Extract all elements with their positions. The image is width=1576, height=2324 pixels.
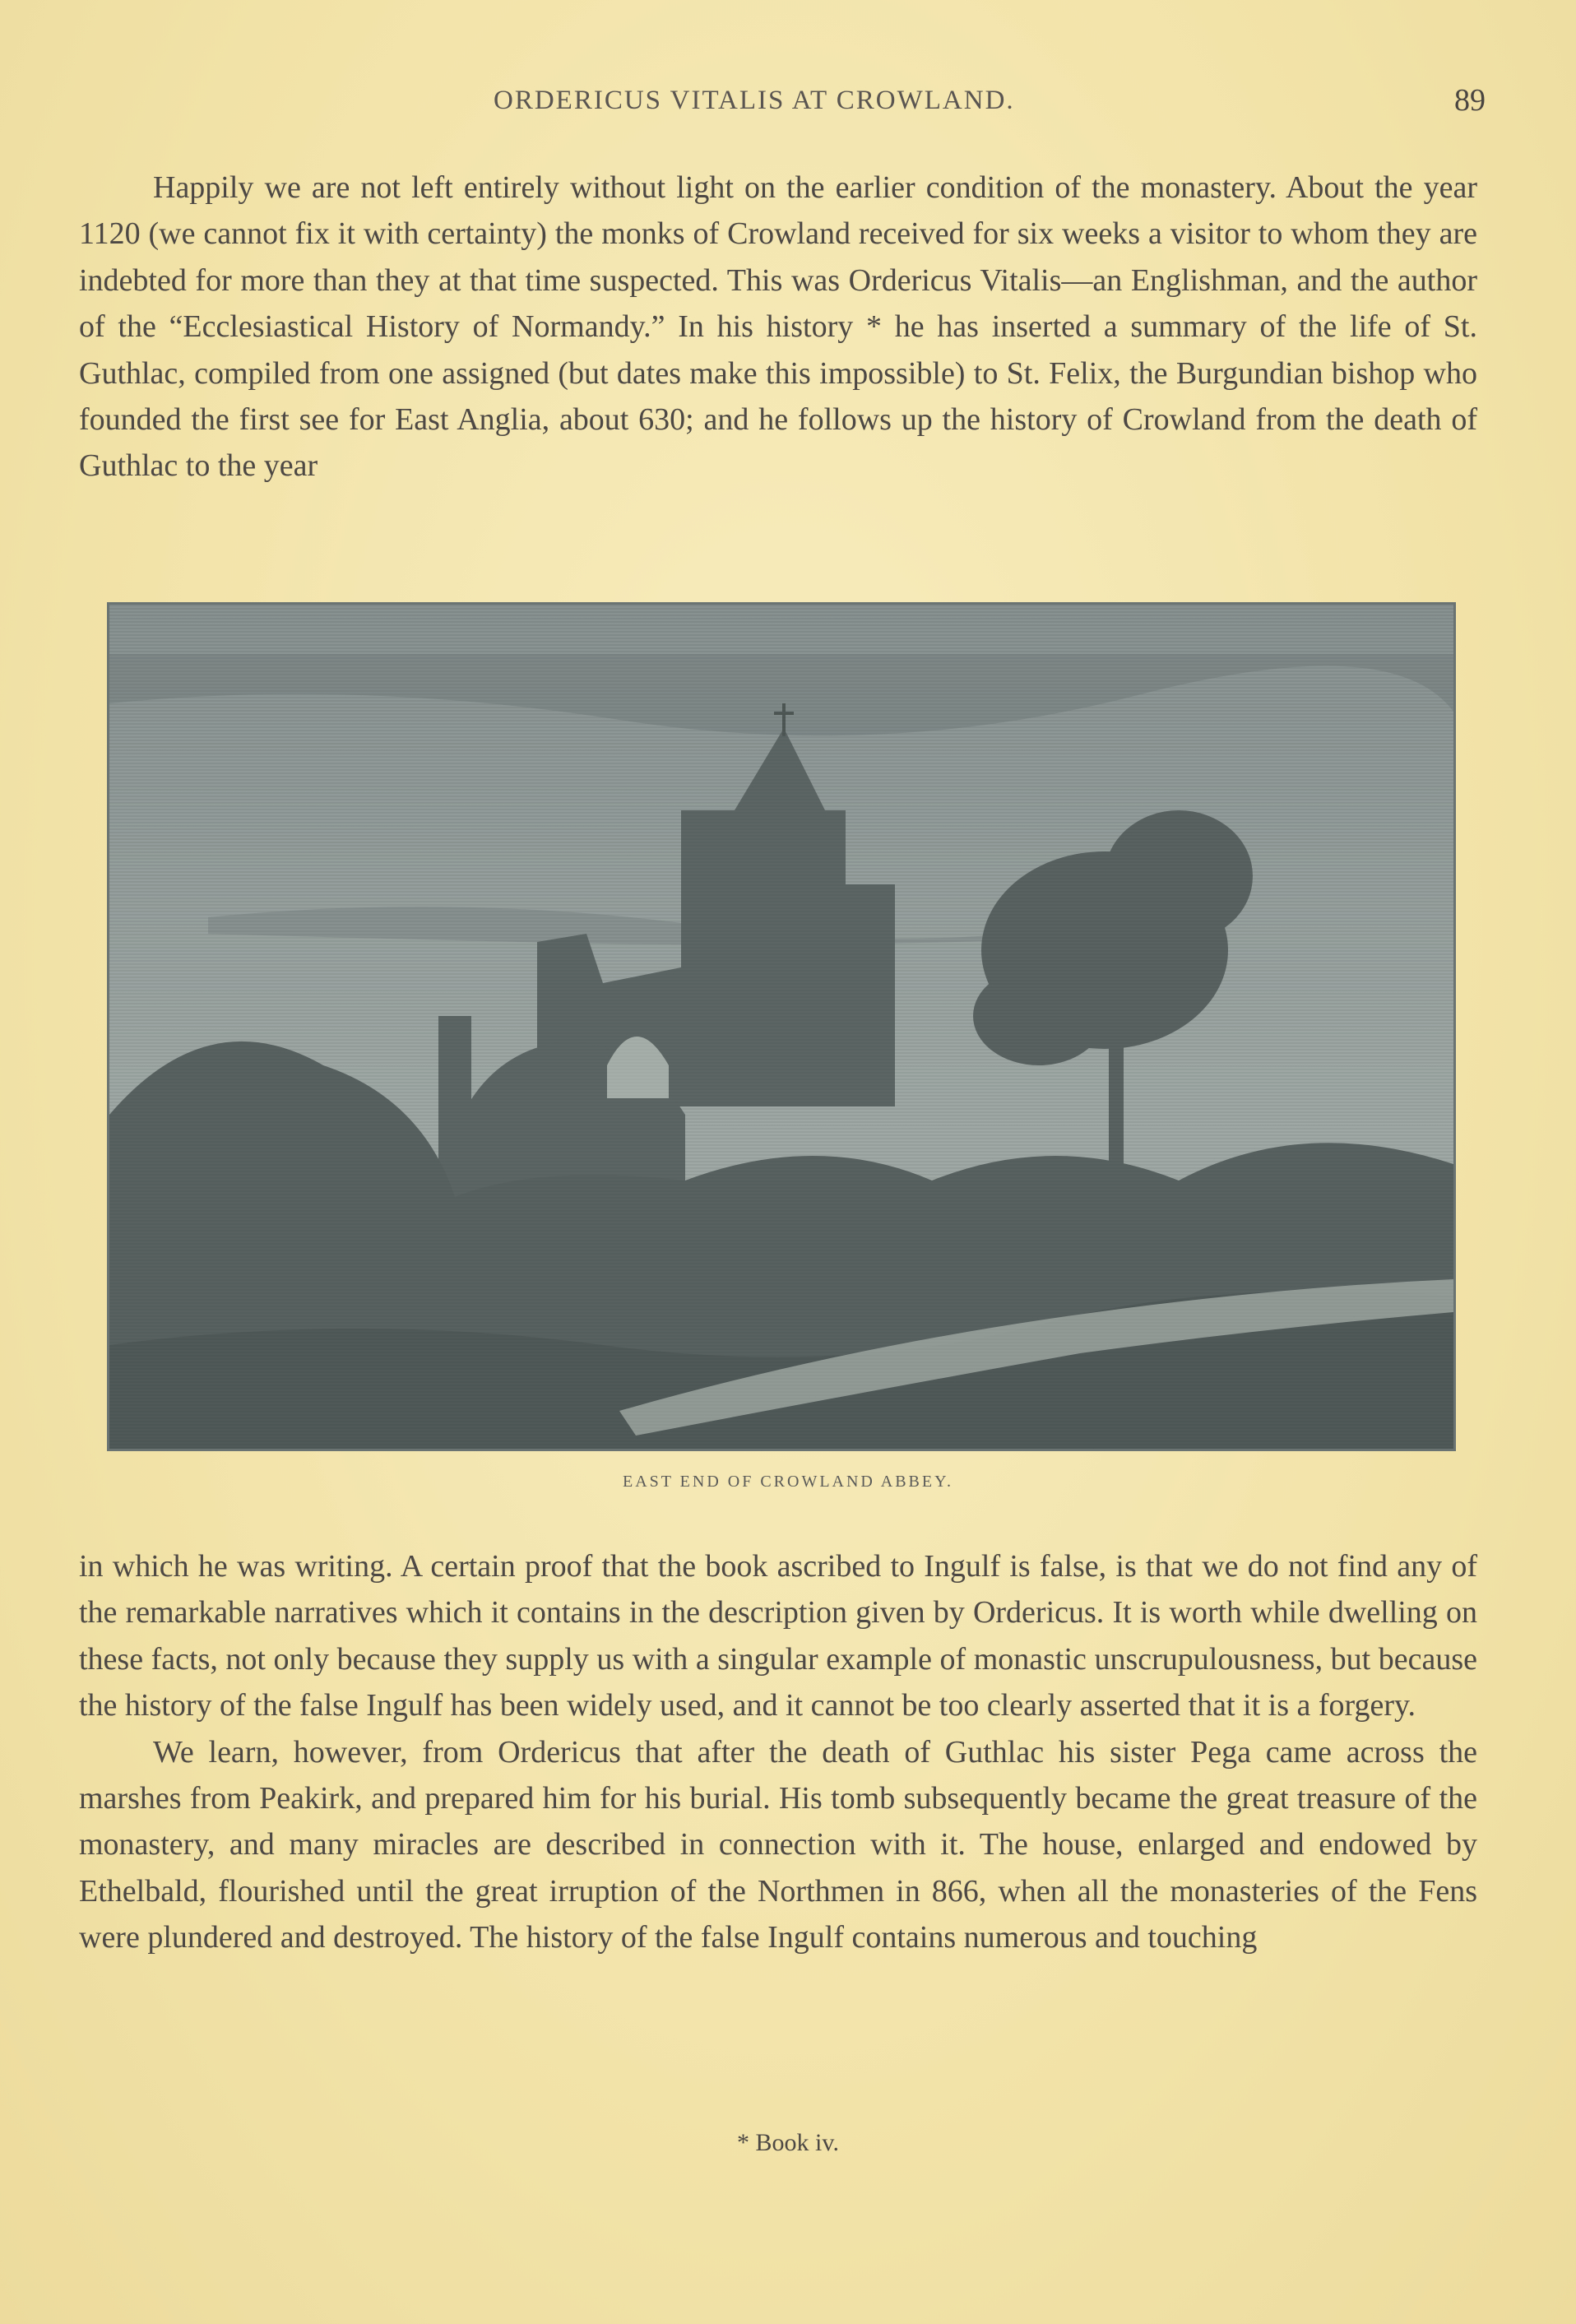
body-text-top xyxy=(79,165,1477,489)
paragraph-1: Happily we are not left entirely without light on the earlier condition of the monastery. About the year 1120 (we cannot fix it with certainty) the monks of Crowland received for six weeks a visitor to whom they are indebted for more than they at that time suspected. This was Ordericus Vitalis—an Englishman, and the author of the “Ecclesiastical History of Normandy.” In his history * he has inserted a summary of the life of St. Guthlac, compiled from one assigned (but dates make this impossible) to St. Felix, the Burgundian bishop who founded the first see for East Anglia, about 630; and he follows up the history of Crowland from the death of Guthlac to the year xyxy=(79,170,1477,484)
running-title: ORDERICUS VITALIS AT CROWLAND. xyxy=(494,86,1015,115)
footnote: * Book iv. xyxy=(737,2129,839,2156)
figure-caption: EAST END OF CROWLAND ABBEY. xyxy=(623,1473,953,1491)
body-text-bottom xyxy=(79,1543,1477,1961)
running-head xyxy=(0,82,1576,123)
abbey-engraving xyxy=(109,605,1453,1449)
paragraph-2: in which he was writing. A certain proof that the book ascribed to Ingulf is false, is that we do not find any of the remarkable narratives which it contains in the description given by Ordericus. It is worth while dwelling on these facts, not only because they supply us with a singular example of monastic unscrupulousness, but because the history of the false Ingulf has been widely used, and it cannot be too clearly asserted that it is a forgery. xyxy=(79,1549,1477,1723)
paragraph-3: We learn, however, from Ordericus that after the death of Guthlac his sister Pega came across the marshes from Peakirk, and prepared him for his burial. His tomb subsequently became the great treasure of the monastery, and many miracles are described in connection with it. The house, enlarged and endowed by Ethelbald, flourished until the great irruption of the Northmen in 866, when all the monasteries of the Fens were plundered and destroyed. The history of the false Ingulf contains numerous and touching xyxy=(79,1734,1477,1955)
engraving-illustration xyxy=(107,602,1456,1451)
page-number: 89 xyxy=(1454,83,1486,118)
